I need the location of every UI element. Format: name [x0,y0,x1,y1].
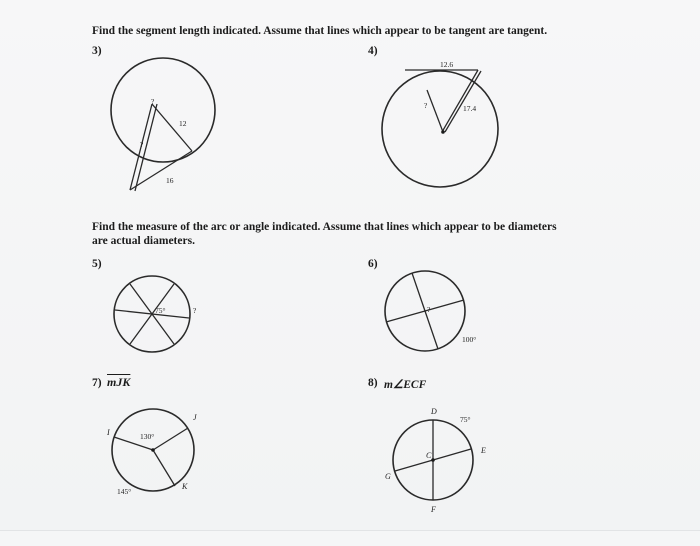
problem-8-number: 8) [368,377,378,389]
problem-5-angle-label: 75° [155,306,166,315]
problem-3-chord-label: 12 [179,119,187,128]
problem-8-question: m∠ECF [384,379,427,391]
problem-5-unknown-label: ? [193,306,197,315]
problem-7-question: $\overline{mJK}$ [107,375,131,389]
section2-instruction-line2: are actual diameters. [92,235,195,247]
section2-instruction-line1: Find the measure of the arc or angle indicated. Assume that lines which appear to be diameters [92,221,557,233]
problem-4-external-label: 17.4 [463,104,477,113]
bottom-bar [0,530,700,546]
section1-instruction: Find the segment length indicated. Assume that lines which appear to be tangent are tangent. [92,25,548,37]
problem-3-unknown-label: ? [140,140,144,149]
problem-7-point-k: K [182,482,188,491]
problem-6-unknown-label: ? [427,305,431,314]
problem-3-unknown-top-label: ? [151,97,155,106]
problem-7-number: 7) [92,377,102,389]
problem-3-secant-label: 16 [166,176,174,185]
problem-7-point-i: I [107,428,110,437]
problem-3-number: 3) [92,45,102,57]
problem-7-arc-top-label: 130° [140,432,155,441]
problem-7-arc-bottom-label: 145° [117,487,132,496]
problem-8-point-d: D [431,407,437,416]
problem-8-point-g: G [385,472,391,481]
problem-8-point-e: E [481,446,486,455]
problem-4-number: 4) [368,45,378,57]
problem-8-arc-label: 75° [460,415,471,424]
problem-7-point-j: J [193,413,197,422]
problem-8-point-f: F [431,505,436,514]
problem-4-tangent-label: 12.6 [440,60,454,69]
problem-8-point-c: C [426,451,432,460]
problem-6-number: 6) [368,258,378,270]
problem-4-unknown-label: ? [424,101,428,110]
problem-5-number: 5) [92,258,102,270]
problem-6-arc-label: 100° [462,335,477,344]
